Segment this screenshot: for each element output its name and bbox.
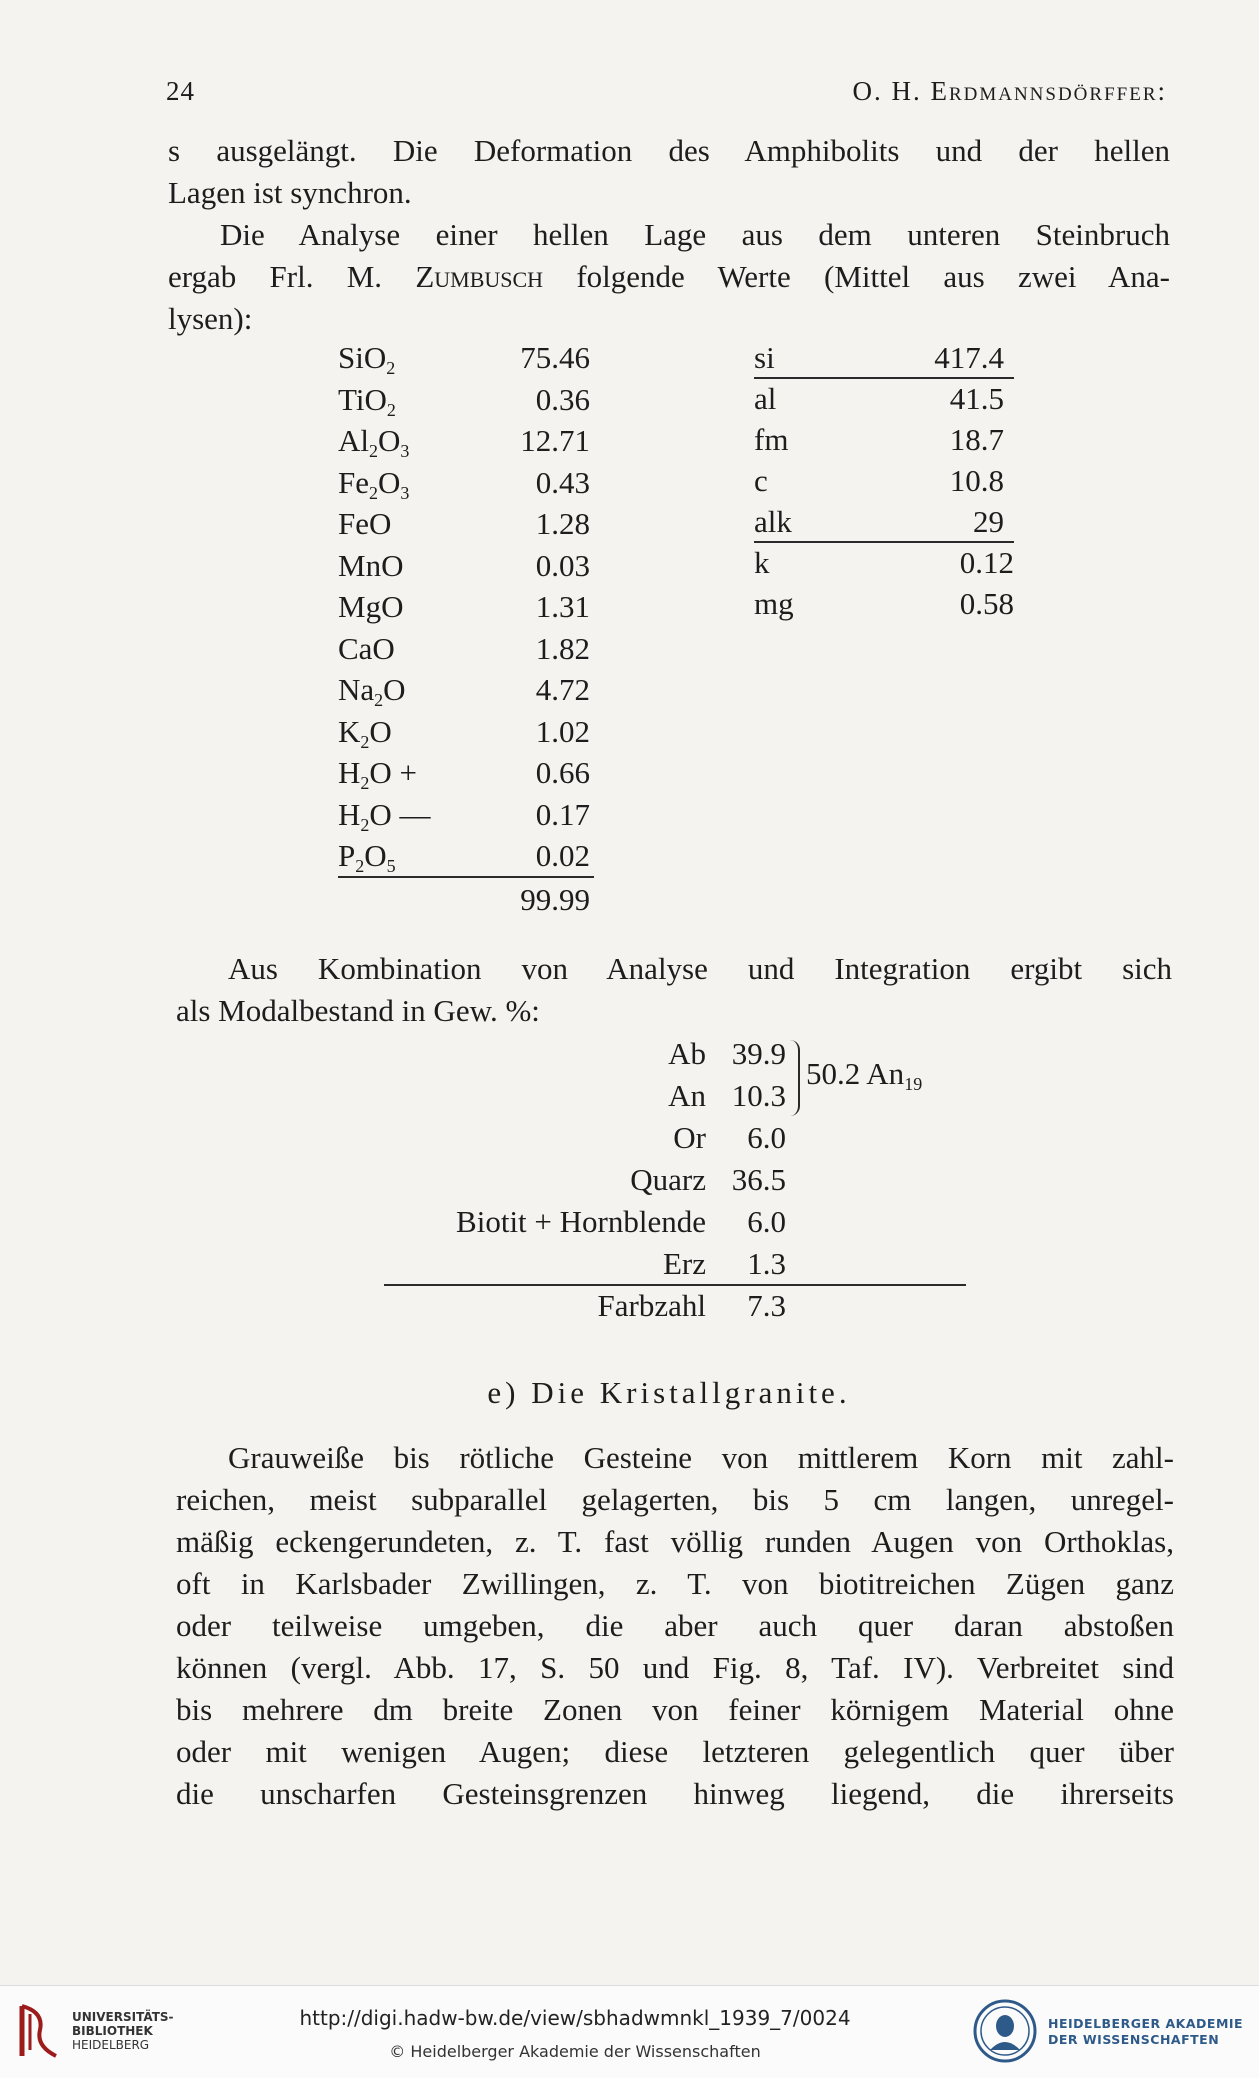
modal-row: [300, 1078, 786, 1118]
oxide-row: [338, 838, 590, 878]
oxide-formula: $H_2O$ +: [338, 755, 418, 793]
mineral-value: 6.0: [747, 1120, 786, 1155]
plagioclase-sum: [806, 1056, 922, 1096]
niggli-value: 0.12: [959, 545, 1014, 580]
oxide-row: [338, 714, 590, 754]
oxide-value: 12.71: [520, 423, 590, 458]
oxide-value: 4.72: [535, 672, 590, 707]
oxide-value: 1.28: [535, 506, 590, 541]
oxide-value: 0.36: [535, 381, 590, 417]
mineral-value: 10.3: [731, 1078, 786, 1113]
niggli-key: al: [754, 381, 777, 416]
oxide-row: [338, 340, 590, 380]
oxide-row: [338, 548, 590, 588]
text-line: oder mit wenigen Augen; diese letzteren gelegentlich quer über: [176, 1734, 1174, 1769]
subscript: 19: [904, 1074, 923, 1094]
text-line: als Modalbestand in Gew. %:: [176, 993, 540, 1028]
subscript: 2: [369, 482, 378, 503]
subscript: 2: [386, 358, 396, 378]
oxide-value: 0.66: [535, 755, 590, 790]
mineral-name: Farbzahl: [597, 1288, 706, 1323]
text-line: Grauweiße bis rötliche Gesteine von mittlerem Korn mit zahl-: [228, 1440, 1174, 1475]
oxide-row: [338, 465, 590, 505]
oxide-value: 0.02: [535, 838, 590, 873]
oxide-row: [338, 631, 590, 671]
oxide-formula: $Al_2O_3$: [338, 423, 410, 461]
oxide-formula: $P_2O_5$: [338, 838, 396, 876]
subscript: 2: [369, 441, 378, 461]
subscript: 2: [360, 773, 370, 793]
permalink-url[interactable]: http://digi.hadw-bw.de/view/sbhadwmnkl_1939_7/0024: [299, 2006, 851, 2030]
niggli-row: [754, 545, 1014, 585]
modal-row: [300, 1204, 786, 1244]
author-initials: O. H.: [852, 76, 922, 106]
niggli-value: 41.5: [949, 381, 1004, 416]
mineral-value: 39.9: [731, 1036, 786, 1071]
text-line: mäßig eckengerundeten, z. T. fast völlig runden Augen von Orthoklas,: [176, 1524, 1174, 1559]
niggli-rule: [754, 377, 1014, 379]
niggli-key: fm: [754, 422, 789, 457]
niggli-key: mg: [754, 586, 794, 621]
text-line: die unscharfen Gesteinsgrenzen hinweg liegend, die ihrerseits: [176, 1776, 1174, 1811]
oxide-row: [338, 797, 590, 837]
oxide-value: 1.82: [535, 630, 590, 666]
oxide-row: [338, 755, 590, 795]
oxide-total-row: [338, 882, 590, 922]
mineral-name: Biotit + Hornblende: [456, 1204, 706, 1239]
academy-name: [1048, 2016, 1243, 2048]
modal-intro-paragraph: [176, 948, 1172, 1032]
niggli-key: si: [754, 340, 775, 375]
niggli-row: [754, 381, 1004, 421]
analyst-name: Zumbusch: [415, 259, 544, 294]
oxide-value: 0.43: [535, 464, 590, 500]
subscript: 5: [386, 856, 396, 876]
text-line: können (vergl. Abb. 17, S. 50 und Fig. 8, Taf. IV). Verbreitet sind: [176, 1650, 1174, 1685]
oxide-value: 0.03: [535, 547, 590, 583]
oxide-value: 1.31: [535, 589, 590, 624]
oxide-formula: CaO: [338, 630, 395, 666]
mineral-value: 1.3: [747, 1246, 786, 1281]
modal-row: [300, 1246, 786, 1286]
library-line: HEIDELBERG: [72, 2038, 150, 2052]
library-line: BIBLIOTHEK: [72, 2024, 153, 2038]
academy-seal-icon: [972, 1998, 1038, 2064]
niggli-value: 417.4: [934, 340, 1004, 375]
running-head-author: [852, 76, 1167, 107]
modal-composition-table: [300, 1036, 923, 1336]
subscript: 3: [400, 441, 410, 461]
niggli-row: [754, 340, 1004, 380]
modal-row: [300, 1120, 786, 1160]
niggli-key: c: [754, 463, 768, 498]
page-number: 24: [166, 76, 195, 106]
text-line: s ausgelängt. Die Deformation des Amphibolits und der hellen: [168, 133, 1170, 168]
oxide-formula: MgO: [338, 589, 404, 624]
oxide-formula: $H_2O$ —: [338, 796, 431, 835]
section-heading: [168, 1372, 1170, 1414]
niggli-value: 18.7: [949, 422, 1004, 457]
body-paragraph: [176, 1437, 1174, 1815]
modal-row: [300, 1162, 786, 1202]
oxide-formula: SiO$_2$: [338, 340, 396, 378]
plagioclase-label: $An_{19}$: [866, 1056, 923, 1094]
mineral-value: 6.0: [747, 1204, 786, 1239]
niggli-row: [754, 586, 1014, 626]
niggli-rule: [754, 541, 1014, 543]
oxide-formula: $Fe_2O_3$: [338, 464, 410, 503]
text-line: Lagen ist synchron.: [168, 175, 412, 210]
academy-line: DER WISSENSCHAFTEN: [1048, 2032, 1220, 2047]
oxide-value: 0.17: [535, 796, 590, 832]
author-name: Erdmannsdörffer:: [930, 76, 1167, 106]
niggli-row: [754, 504, 1004, 544]
text-line: reichen, meist subparallel gelagerten, bis 5 cm langen, unregel-: [176, 1482, 1174, 1517]
text-line: Die Analyse einer hellen Lage aus dem unteren Steinbruch: [220, 217, 1170, 252]
mineral-name: Quarz: [630, 1162, 706, 1197]
oxide-formula: $Na_2O$: [338, 672, 406, 710]
modal-row: [300, 1036, 786, 1076]
text-line: ergab Frl. M. Zumbusch folgende Werte (Mittel aus zwei Ana-: [168, 259, 1170, 294]
plagioclase-value: 50.2: [806, 1056, 867, 1091]
copyright-notice: © Heidelberger Akademie der Wissenschaften: [389, 2042, 761, 2061]
section-title: e) Die Kristallgranite.: [487, 1375, 851, 1410]
oxide-row: [338, 506, 590, 546]
subscript: 2: [374, 690, 384, 710]
sum-rule: [338, 876, 594, 878]
text-line: Aus Kombination von Analyse und Integration ergibt sich: [228, 951, 1172, 986]
mineral-name: An: [668, 1078, 706, 1113]
niggli-value: 0.58: [959, 586, 1014, 621]
subscript: 2: [355, 856, 365, 876]
mineral-name: Erz: [662, 1246, 706, 1281]
subscript: 3: [400, 482, 410, 503]
subscript: 2: [386, 399, 396, 420]
oxide-total: 99.99: [520, 881, 590, 917]
academy-line: HEIDELBERGER AKADEMIE: [1048, 2016, 1244, 2031]
library-line: UNIVERSITÄTS-: [72, 2010, 174, 2024]
niggli-row: [754, 463, 1004, 503]
niggli-row: [754, 422, 1004, 462]
mineral-name: Ab: [668, 1036, 706, 1071]
library-name: [72, 2010, 174, 2052]
oxide-row: [338, 672, 590, 712]
niggli-value: 10.8: [949, 463, 1004, 498]
farbzahl-rule: [384, 1284, 966, 1286]
mineral-name: Or: [673, 1120, 706, 1155]
intro-paragraph: [168, 130, 1170, 214]
modal-row: [300, 1288, 786, 1328]
oxide-formula: $K_2O$: [338, 713, 392, 752]
niggli-key: k: [754, 545, 770, 580]
oxide-row: [338, 589, 590, 629]
running-header: [166, 76, 1167, 112]
university-library-logo-icon: [14, 2000, 64, 2062]
text-line: lysen):: [168, 301, 253, 336]
text-line: oft in Karlsbader Zwillingen, z. T. von biotitreichen Zügen ganz: [176, 1566, 1174, 1601]
niggli-value: 29: [973, 504, 1004, 539]
analysis-intro-paragraph: [168, 214, 1170, 340]
plagioclase-brace: [788, 1040, 800, 1116]
text-line: bis mehrere dm breite Zonen von feiner körnigem Material ohne: [176, 1692, 1174, 1727]
oxide-formula: TiO$_2$: [338, 381, 396, 420]
oxide-row: [338, 423, 590, 463]
oxide-value: 1.02: [535, 713, 590, 749]
text-line: oder teilweise umgeben, die aber auch quer daran abstoßen: [176, 1608, 1174, 1643]
subscript: 2: [360, 731, 370, 752]
niggli-key: alk: [754, 504, 792, 539]
digitization-footer: [0, 1985, 1259, 2078]
mineral-value: 36.5: [731, 1162, 786, 1197]
oxide-formula: FeO: [338, 506, 392, 541]
oxide-value: 75.46: [520, 340, 590, 375]
subscript: 2: [360, 814, 370, 835]
mineral-value: 7.3: [747, 1288, 786, 1323]
oxide-formula: MnO: [338, 547, 404, 583]
oxide-row: [338, 382, 590, 422]
